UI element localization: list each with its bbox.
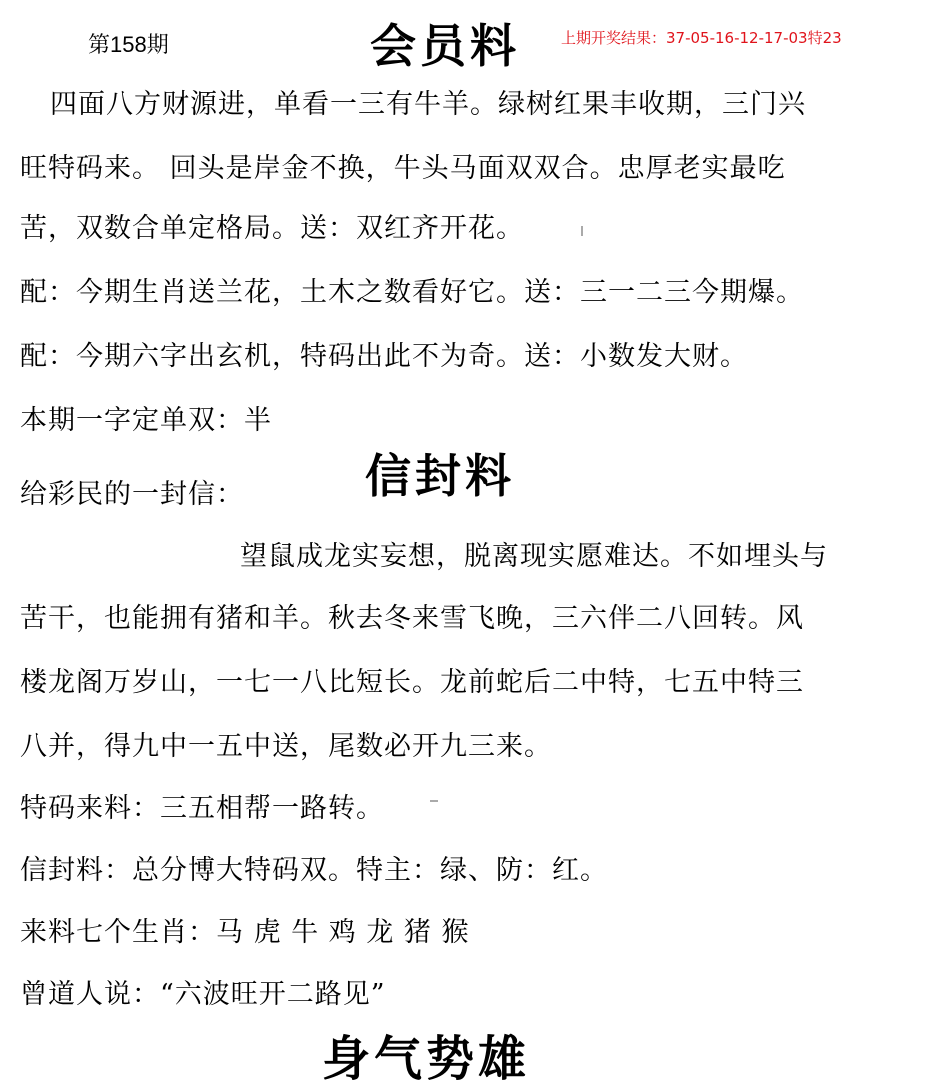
scan-speck (581, 226, 583, 236)
issue-number: 第158期 (88, 32, 169, 57)
last-draw-result: 上期开奖结果：37-05-16-12-17-03特23 (561, 29, 842, 47)
member-poem-line-3: 苦，双数合单定格局。送：双红齐开花。 (20, 213, 524, 244)
envelope-material-title: 信封料 (365, 449, 515, 503)
member-poem-line-1: 四面八方财源进，单看一三有牛羊。绿树红果丰收期，三门兴 (50, 89, 806, 120)
footer-title: 身气势雄 (322, 1031, 531, 1087)
letter-label: 给彩民的一封信： (20, 479, 244, 510)
letter-line-4: 八并，得九中一五中送，尾数必开九三来。 (20, 731, 552, 762)
envelope-material-line: 信封料：总分博大特码双。特主：绿、防：红。 (20, 855, 608, 886)
pei-line-1: 配：今期生肖送兰花，土木之数看好它。送：三一二三今期爆。 (20, 277, 804, 308)
taoist-saying-line: 曾道人说：“六波旺开二路见” (20, 979, 386, 1010)
letter-line-1: 望鼠成龙实妄想，脱离现实愿难达。不如埋头与 (240, 541, 828, 572)
special-material-line: 特码来料：三五相帮一路转。 (20, 793, 384, 824)
letter-line-2: 苦干，也能拥有猪和羊。秋去冬来雪飞晚，三六伴二八回转。风 (20, 603, 804, 634)
seven-zodiac-line: 来料七个生肖：马 虎 牛 鸡 龙 猪 猴 (20, 917, 470, 948)
pei-line-2: 配：今期六字出玄机，特码出此不为奇。送：小数发大财。 (20, 341, 748, 372)
member-material-title: 会员料 (370, 19, 520, 73)
single-char-line: 本期一字定单双：半 (20, 405, 272, 436)
letter-line-3: 楼龙阁万岁山，一七一八比短长。龙前蛇后二中特，七五中特三 (20, 667, 804, 698)
scan-speck (430, 800, 438, 802)
member-poem-line-2: 旺特码来。 回头是岸金不换，牛头马面双双合。忠厚老实最吃 (20, 153, 786, 184)
